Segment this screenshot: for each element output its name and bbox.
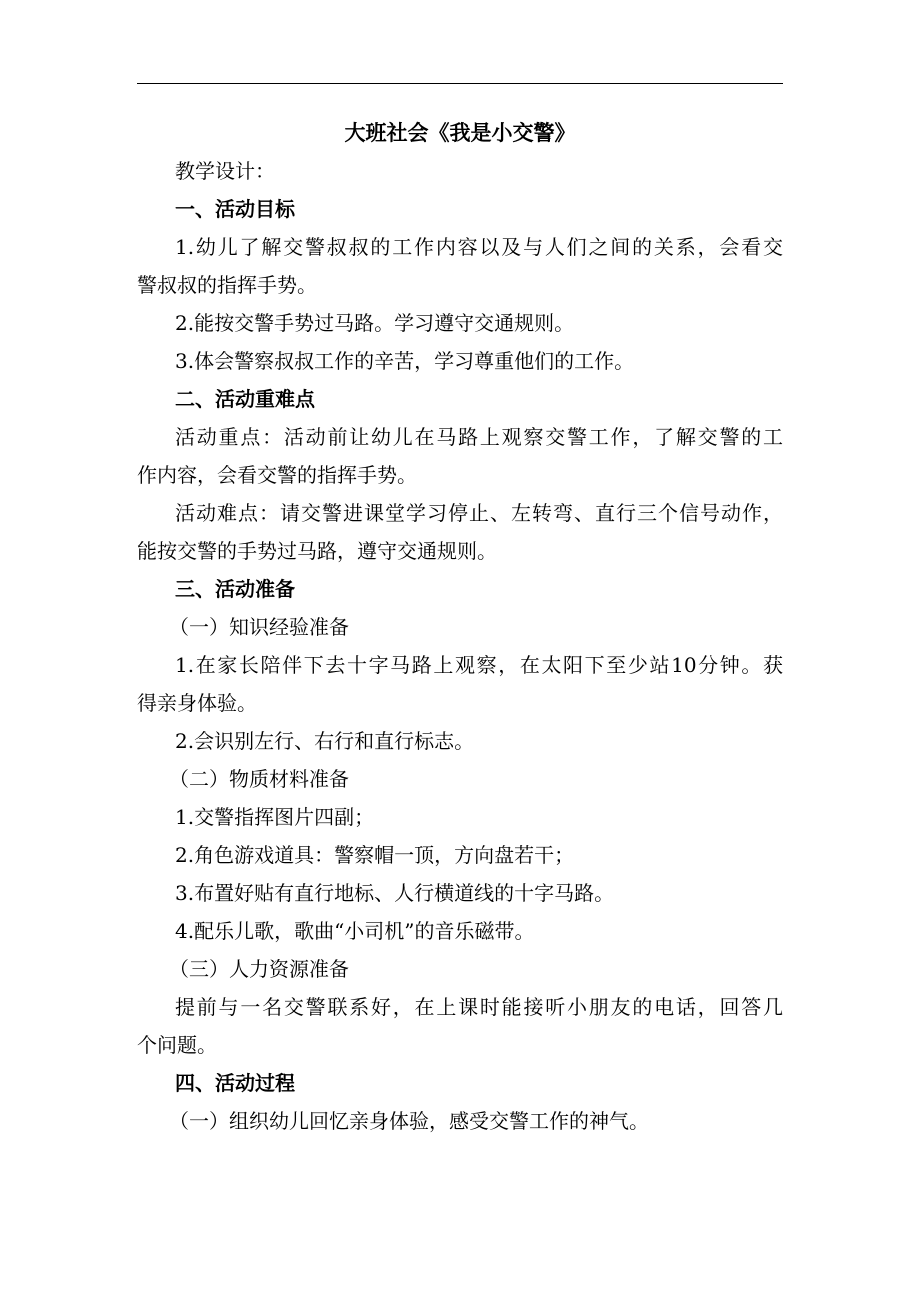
paragraph-line: 2.能按交警手势过马路。学习遵守交通规则。 (175, 311, 575, 335)
paragraph-line: 个问题。 (137, 1033, 217, 1057)
document-lines (137, 152, 783, 1140)
paragraph-line: 2.角色游戏道具：警察帽一顶，方向盘若干； (175, 843, 575, 867)
subsection-heading: （二）物质材料准备 (169, 767, 349, 791)
paragraph-line: 3.体会警察叔叔工作的辛苦，学习尊重他们的工作。 (175, 349, 635, 373)
paragraph-line: 1.幼儿了解交警叔叔的工作内容以及与人们之间的关系，会看交 (175, 235, 783, 259)
paragraph-line: 能按交警的手势过马路，遵守交通规则。 (137, 539, 497, 563)
header-rule (137, 83, 783, 84)
section-heading: 三、活动准备 (175, 577, 295, 601)
paragraph-line: 提前与一名交警联系好，在上课时能接听小朋友的电话，回答几 (175, 995, 783, 1019)
subsection-heading: （三）人力资源准备 (169, 957, 349, 981)
subsection-heading: （一）知识经验准备 (169, 615, 349, 639)
paragraph-line: 2.会识别左行、右行和直行标志。 (175, 729, 475, 753)
document-body (137, 114, 783, 1140)
paragraph-line: 教学设计： (175, 159, 275, 183)
subsection-heading: （一）组织幼儿回忆亲身体验，感受交警工作的神气。 (169, 1109, 649, 1133)
paragraph-line: 作内容，会看交警的指挥手势。 (137, 463, 417, 487)
paragraph-line: 活动重点：活动前让幼儿在马路上观察交警工作，了解交警的工 (175, 425, 783, 449)
paragraph-line: 4.配乐儿歌，歌曲“小司机”的音乐磁带。 (175, 919, 535, 943)
paragraph-line: 1.在家长陪伴下去十字马路上观察，在太阳下至少站10分钟。获 (175, 653, 783, 677)
paragraph-line: 得亲身体验。 (137, 691, 257, 715)
section-heading: 一、活动目标 (175, 197, 295, 221)
paragraph-line: 1.交警指挥图片四副； (175, 805, 375, 829)
section-heading: 四、活动过程 (175, 1071, 295, 1095)
paragraph-line: 活动难点：请交警进课堂学习停止、左转弯、直行三个信号动作， (175, 501, 783, 525)
paragraph-line: 警叔叔的指挥手势。 (137, 273, 317, 297)
section-heading: 二、活动重难点 (175, 387, 315, 411)
document-title: 大班社会《我是小交警》 (344, 120, 576, 145)
paragraph-line: 3.布置好贴有直行地标、人行横道线的十字马路。 (175, 881, 615, 905)
